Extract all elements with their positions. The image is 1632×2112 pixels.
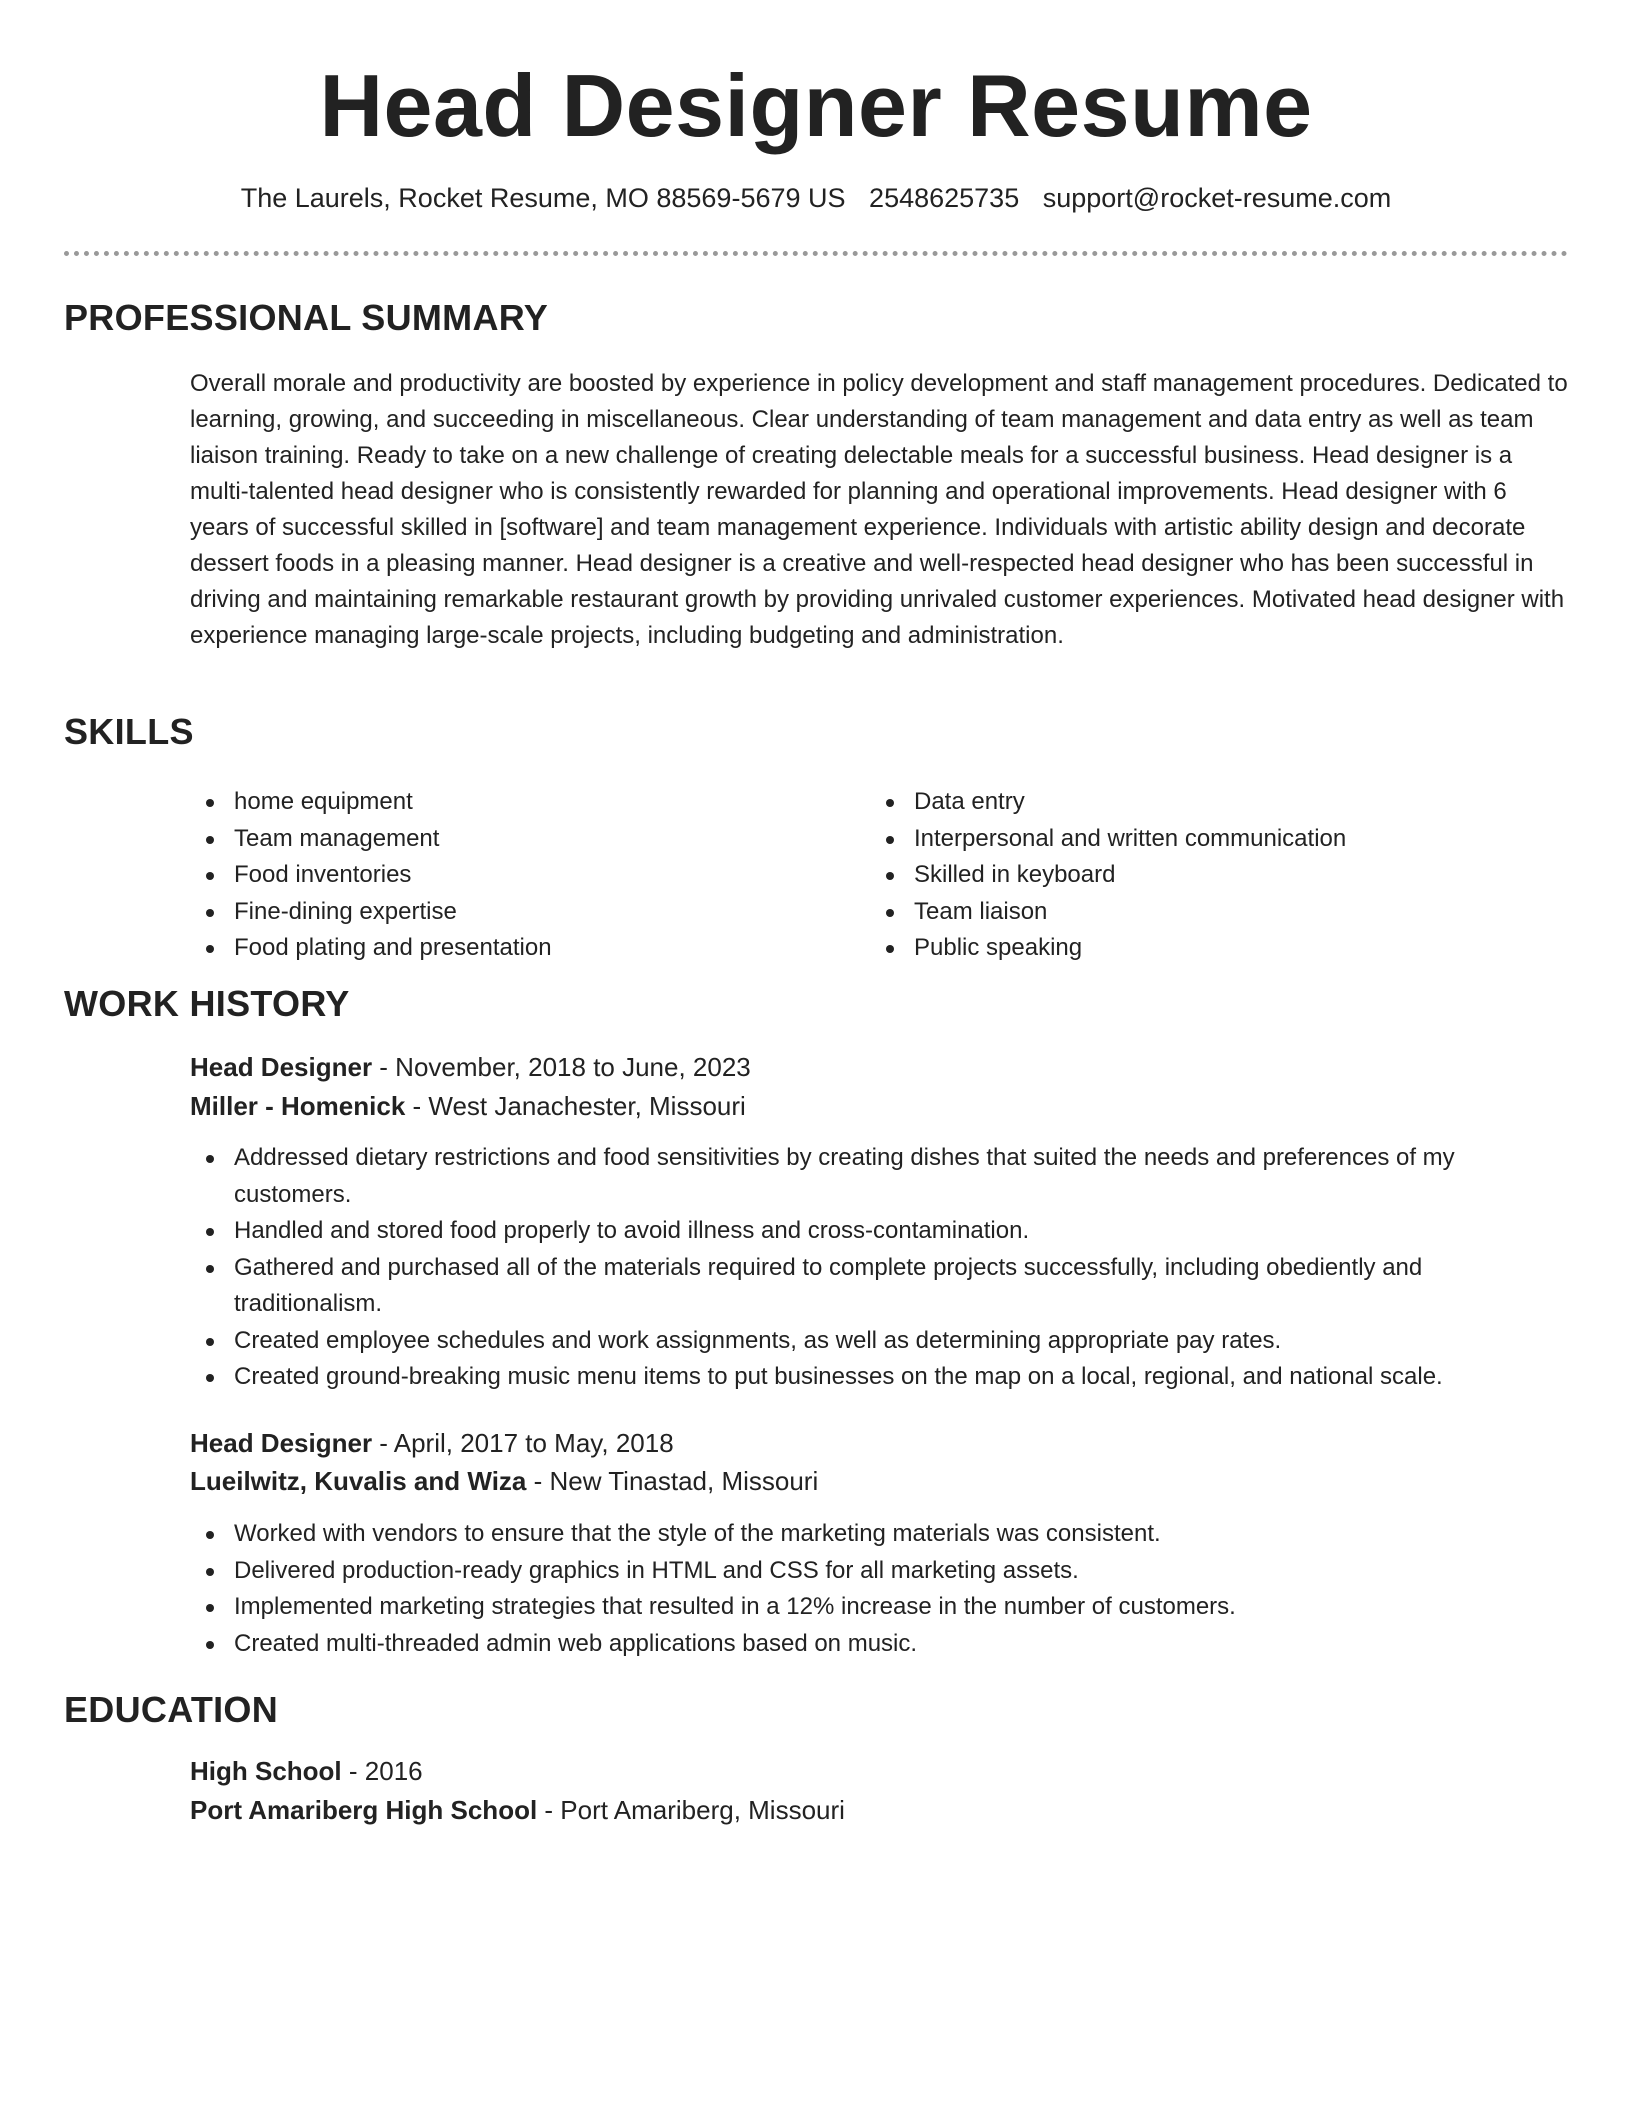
resume-title: Head Designer Resume (319, 56, 1313, 155)
job-bullet: Gathered and purchased all of the materials required to complete projects successfully, including obediently and traditionalism. (190, 1250, 1550, 1323)
job-bullet: Delivered production-ready graphics in HTML and CSS for all marketing assets. (190, 1553, 1550, 1590)
job-bullet: Created employee schedules and work assignments, as well as determining appropriate pay rates. (190, 1323, 1550, 1360)
job-bullet: Created multi-threaded admin web applications based on music. (190, 1626, 1550, 1663)
skills-list-right (870, 784, 1570, 967)
education-location: - Port Amariberg, Missouri (537, 1795, 845, 1825)
contact-line (0, 181, 1632, 215)
job-title-line (190, 1425, 674, 1461)
skill-item: Food plating and presentation (190, 930, 830, 967)
contact-email: support@rocket-resume.com (1042, 183, 1392, 213)
work-heading: WORK HISTORY (64, 983, 350, 1024)
job-bullet: Handled and stored food properly to avoid illness and cross-contamination. (190, 1213, 1550, 1250)
skill-item: Skilled in keyboard (870, 857, 1570, 894)
job-company-line (190, 1088, 746, 1124)
job-dates: - April, 2017 to May, 2018 (372, 1428, 674, 1458)
job-title: Head Designer (190, 1428, 373, 1458)
skills-heading: SKILLS (64, 711, 194, 752)
job-bullet: Created ground-breaking music menu items to put businesses on the map on a local, regional, and national scale. (190, 1359, 1550, 1396)
skills-list-left (190, 784, 830, 967)
summary-text: Overall morale and productivity are boosted by experience in policy development and staff management procedures. Dedicated to learning, growing, and succeeding in miscellaneous. Clear understanding of team management and data entry as well as team liaison training. Ready to take on a new challenge of creating delectable meals for a successful business. Head designer is a multi-talented head designer who is consistently rewarded for planning and operational improvements. Head designer with 6 years of successful skilled in [software] and team management experience. Individuals with artistic ability design and decorate dessert foods in a pleasing manner. Head designer is a creative and well-respected head designer who has been successful in driving and maintaining remarkable restaurant growth by providing unrivaled customer experiences. Motivated head designer with experience managing large-scale projects, including budgeting and administration. (190, 370, 1568, 649)
contact-phone: 2548625735 (869, 183, 1020, 213)
job-location: - West Janachester, Missouri (405, 1091, 746, 1121)
skill-item: Public speaking (870, 930, 1570, 967)
education-degree-line (190, 1753, 423, 1789)
job-bullets (190, 1140, 1550, 1396)
job-location: - New Tinastad, Missouri (526, 1466, 819, 1496)
job-company-line (190, 1463, 818, 1499)
education-heading: EDUCATION (64, 1689, 279, 1730)
education-degree: High School (190, 1756, 342, 1786)
skill-item: Team liaison (870, 894, 1570, 931)
job-dates: - November, 2018 to June, 2023 (372, 1052, 751, 1082)
job-title: Head Designer (190, 1052, 373, 1082)
skill-item: Interpersonal and written communication (870, 821, 1570, 858)
skill-item: Fine-dining expertise (190, 894, 830, 931)
education-school-line (190, 1792, 845, 1828)
job-company: Lueilwitz, Kuvalis and Wiza (190, 1466, 527, 1496)
job-bullet: Worked with vendors to ensure that the style of the marketing materials was consistent. (190, 1516, 1550, 1553)
job-bullets (190, 1516, 1550, 1662)
skill-item: Food inventories (190, 857, 830, 894)
skill-item: home equipment (190, 784, 830, 821)
summary-heading: PROFESSIONAL SUMMARY (64, 297, 549, 338)
education-school: Port Amariberg High School (190, 1795, 538, 1825)
skill-item: Data entry (870, 784, 1570, 821)
job-bullet: Implemented marketing strategies that resulted in a 12% increase in the number of customers. (190, 1589, 1550, 1626)
job-bullet: Addressed dietary restrictions and food sensitivities by creating dishes that suited the needs and preferences of my customers. (190, 1140, 1550, 1213)
job-title-line (190, 1049, 751, 1085)
header-divider (64, 251, 1568, 256)
contact-address: The Laurels, Rocket Resume, MO 88569-5679 US (240, 183, 846, 213)
skill-item: Team management (190, 821, 830, 858)
job-company: Miller - Homenick (190, 1091, 406, 1121)
education-year: - 2016 (341, 1756, 423, 1786)
